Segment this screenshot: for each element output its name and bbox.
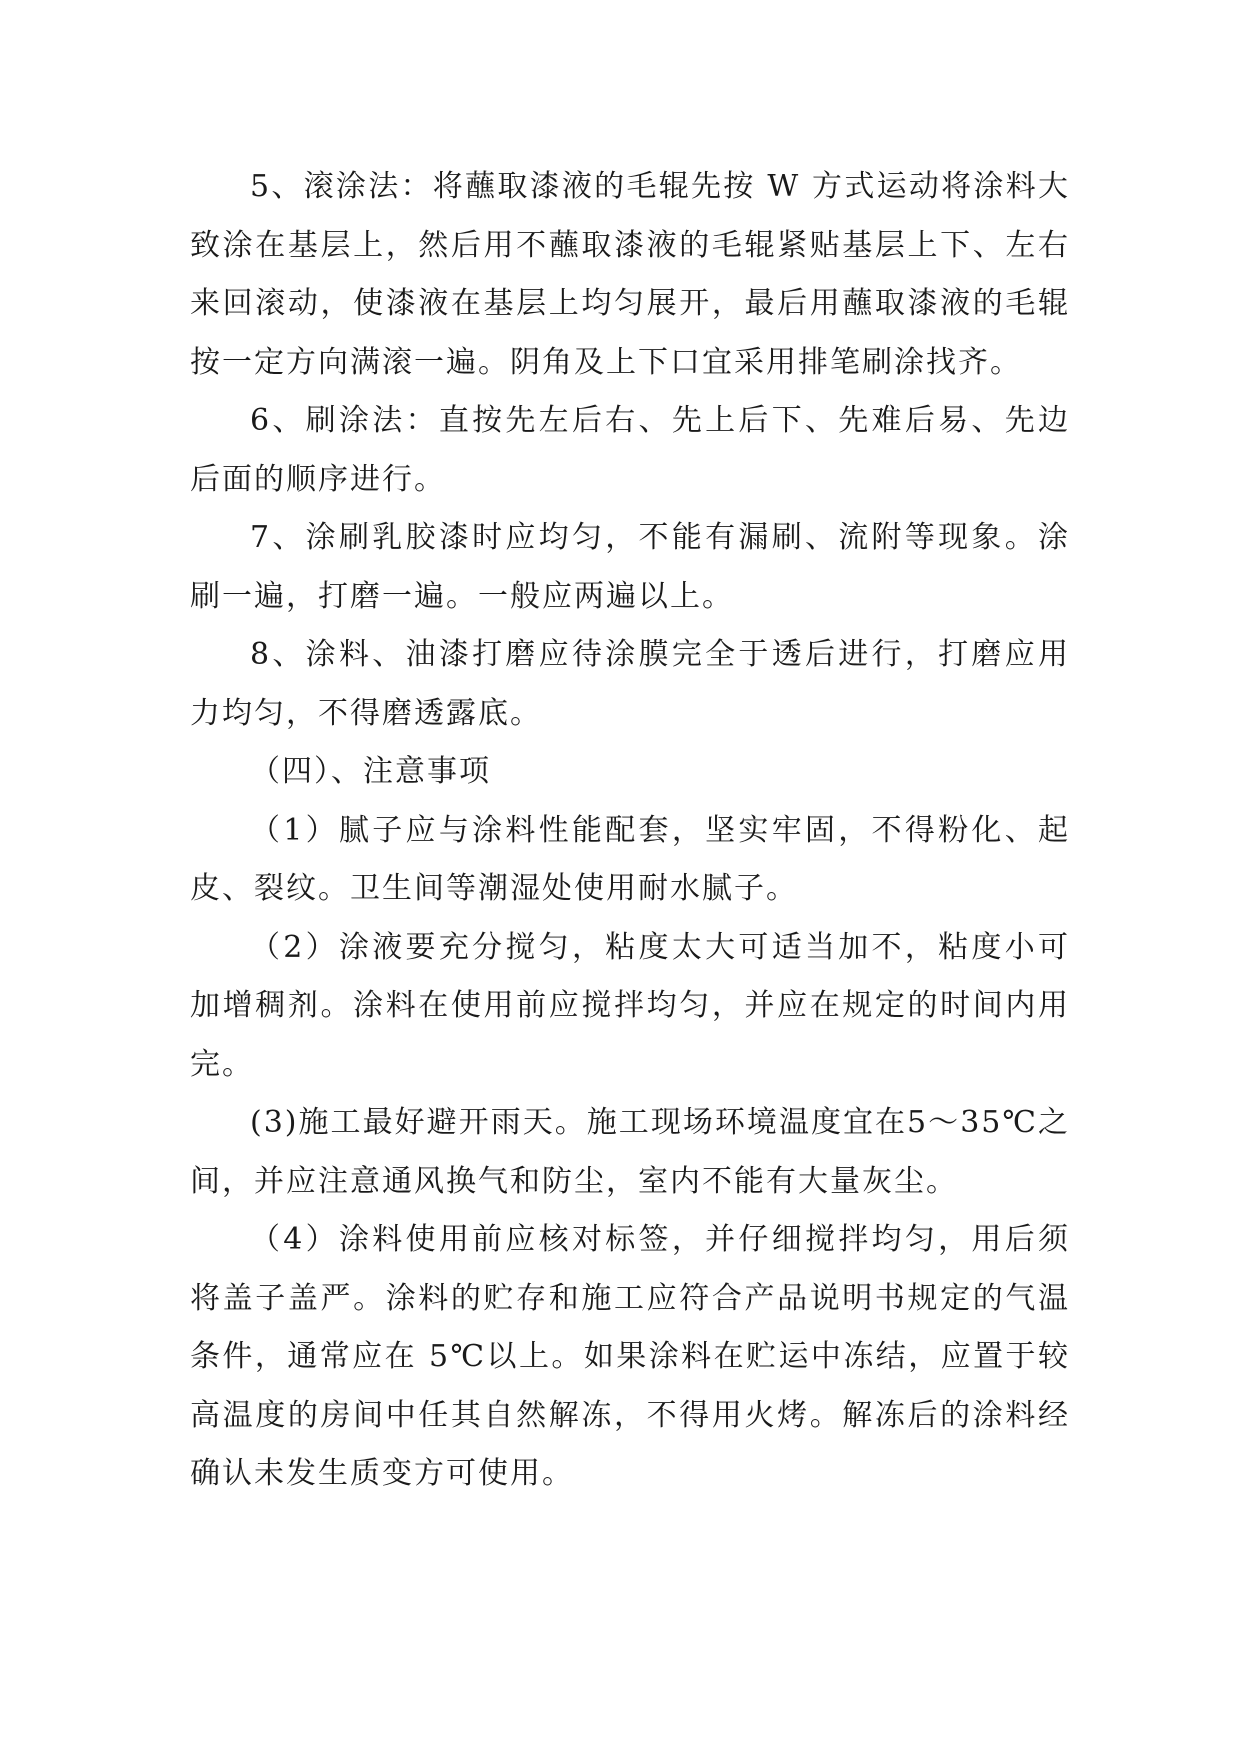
paragraph-latex-paint: 7、涂刷乳胶漆时应均匀，不能有漏刷、流附等现象。涂刷一遍，打磨一遍。一般应两遍以上。 — [190, 520, 1070, 614]
paragraph-note-1: （1）腻子应与涂料性能配套，坚实牢固，不得粉化、起皮、裂纹。卫生间等潮湿处使用耐水腻子。 — [190, 812, 1070, 906]
document-body — [190, 158, 1070, 1504]
paragraph-note-2: （2）涂液要充分搅匀，粘度太大可适当加不，粘度小可加增稠剂。涂料在使用前应搅拌均匀，并应在规定的时间内用完。 — [190, 929, 1070, 1082]
paragraph-brush-method: 6、刷涂法：直按先左后右、先上后下、先难后易、先边后面的顺序进行。 — [190, 403, 1070, 497]
paragraph-roller-method: 5、滚涂法：将蘸取漆液的毛辊先按 W 方式运动将涂料大致涂在基层上，然后用不蘸取漆液的毛辊紧贴基层上下、左右来回滚动，使漆液在基层上均匀展开，最后用蘸取漆液的毛辊按一定方向满滚一遍。阴角及上下口宜采用排笔刷涂找齐。 — [190, 169, 1070, 380]
paragraph-note-3: (3)施工最好避开雨天。施工现场环境温度宜在5～35℃之间，并应注意通风换气和防尘，室内不能有大量灰尘。 — [190, 1105, 1070, 1199]
paragraph-note-4: （4）涂料使用前应核对标签，并仔细搅拌均匀，用后须将盖子盖严。涂料的贮存和施工应符合产品说明书规定的气温条件，通常应在 5℃以上。如果涂料在贮运中冻结，应置于较高温度的房间中任其自然解冻，不得用火烤。解冻后的涂料经确认未发生质变方可使用。 — [190, 1222, 1070, 1491]
paragraph-sanding: 8、涂料、油漆打磨应待涂膜完全于透后进行，打磨应用力均匀，不得磨透露底。 — [190, 637, 1070, 731]
section-heading-notes: （四）、注意事项 — [250, 754, 491, 789]
